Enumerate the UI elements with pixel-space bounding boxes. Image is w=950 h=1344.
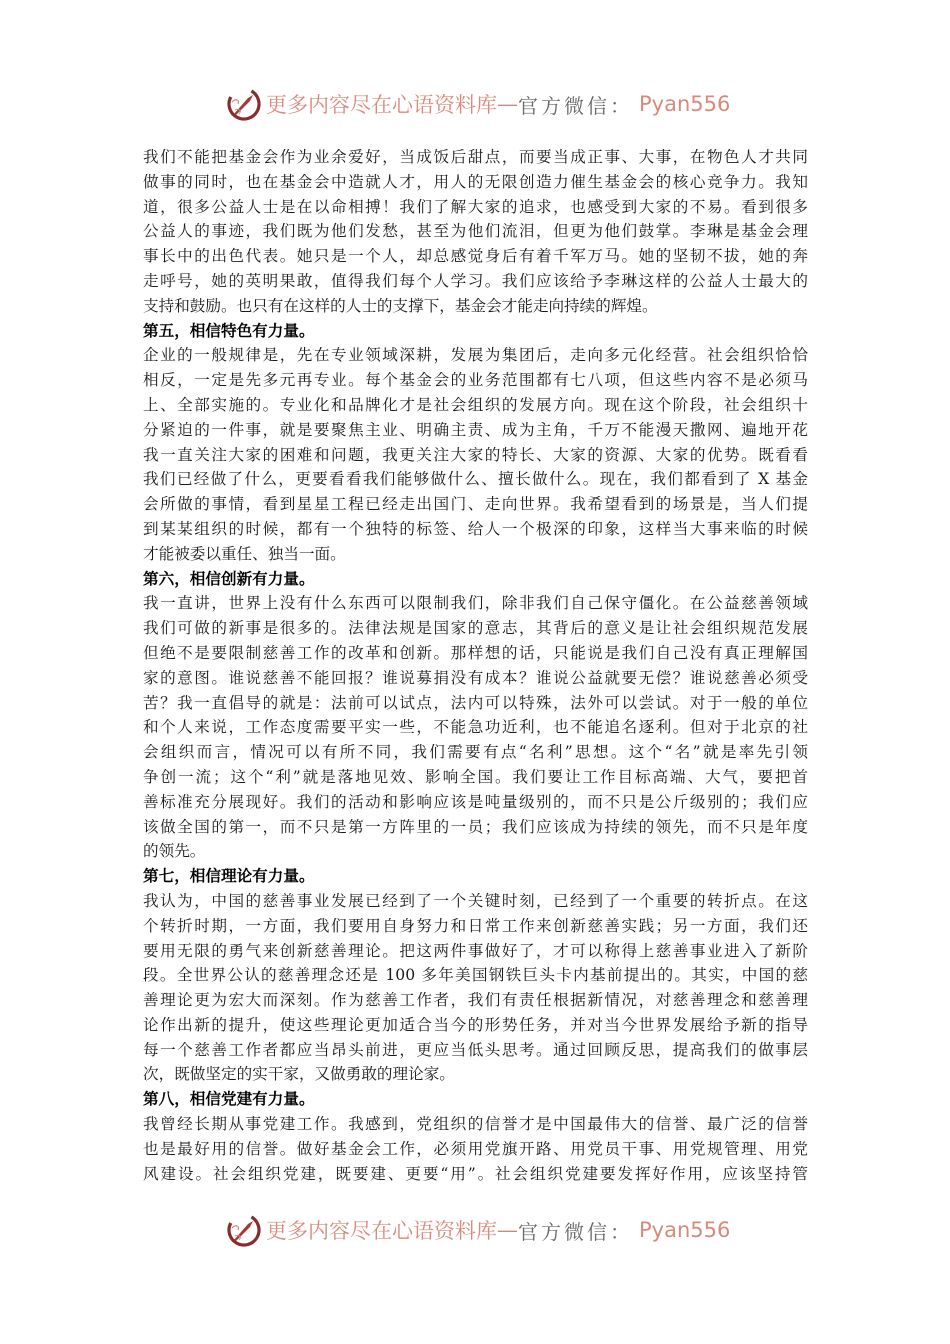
text-line: 才能被委以重任、独当一面。 <box>143 544 346 563</box>
section-heading: 第七，相信理论有力量。 <box>143 866 315 886</box>
banner-wechat-id: Pyan556 <box>639 92 731 116</box>
text-line: 做事的同时，也在基金会中造就人才，用人的无限创造力催生基金会的核心竞争力。我知 <box>143 172 808 191</box>
banner-official-label: 官方微信： <box>518 93 633 118</box>
text-line: 相反，一定是先多元再专业。每个基金会的业务范围都有七八项，但这些内容不是必须马 <box>143 371 808 390</box>
text-line: 家的意图。谁说慈善不能回报？谁说募捐没有成本？谁说公益就要无偿？谁说慈善必须受 <box>143 668 808 687</box>
text-line: 段。全世界公认的慈善理念还是 100 多年美国钢铁巨头卡内基前提出的。其实，中国的慈 <box>143 966 808 985</box>
text-line: 善理论更为宏大而深刻。作为慈善工作者，我们有责任根据新情况，对慈善理念和慈善理 <box>143 991 808 1010</box>
text-line: 公益人的事迹，我们既为他们发愁，甚至为他们流泪，但更为他们鼓掌。李琳是基金会理 <box>143 222 808 241</box>
paragraph <box>143 889 808 1087</box>
text-line: 次，既做坚定的实干家，又做勇敢的理论家。 <box>143 1065 455 1084</box>
text-line: 道，很多公益人士是在以命相搏！我们了解大家的追求，也感受到大家的不易。看到很多 <box>143 197 808 216</box>
section-heading: 第八，相信党建有力量。 <box>143 1089 315 1109</box>
footer-banner <box>226 1210 731 1250</box>
document-body <box>143 145 808 1186</box>
section-heading: 第五，相信特色有力量。 <box>143 320 315 340</box>
banner-slogan: 更多内容尽在心语资料库 <box>266 93 497 117</box>
text-line: 企业的一般规律是，先在专业领域深耕，发展为集团后，走向多元化经营。社会组织恰恰 <box>143 346 808 365</box>
text-line: 会组织而言，情况可以有所不同，我们需要有点“名利”思想。这个“名”就是率先引领 <box>143 743 808 762</box>
text-line: 我们不能把基金会作为业余爱好，当成饭后甜点，而要当成正事、大事，在物色人才共同 <box>143 148 808 166</box>
text-line: 个转折时期，一方面，我们要用自身努力和日常工作来创新慈善实践；另一方面，我们还 <box>143 916 808 935</box>
paragraph <box>143 145 808 319</box>
text-line: 要用无限的勇气来创新慈善理论。把这两件事做好了，才可以称得上慈善事业进入了新阶 <box>143 941 808 960</box>
text-line: 和个人来说，工作态度需要平实一些，不能急功近利，也不能追名逐利。但对于北京的社 <box>143 718 808 737</box>
text-line: 上、全部实施的。专业化和品牌化才是社会组织的发展方向。现在这个阶段，社会组织十 <box>143 395 808 414</box>
text-line: 的领先。 <box>143 842 206 861</box>
text-line: 每一个慈善工作者都应当昂头前进，更应当低头思考。通过回顾反思，提高我们的做事层 <box>143 1040 808 1059</box>
text-line: 但绝不是要限制慈善工作的改革和创新。那样想的话，只能说是我们自己没有真正理解国 <box>143 643 808 662</box>
paragraph <box>143 591 808 864</box>
text-line: 论作出新的提升，使这些理论更加适合当今的形势任务，并对当今世界发展给予新的指导 <box>143 1015 808 1034</box>
text-line: 我认为，中国的慈善事业发展已经到了一个关键时刻，已经到了一个重要的转折点。在这 <box>143 891 808 910</box>
banner-wechat-id: Pyan556 <box>639 1218 731 1242</box>
text-line: 事长中的出色代表。她只是一个人，却总感觉身后有着千军万马。她的坚韧不拔，她的奔 <box>143 247 808 266</box>
text-line: 到某某组织的时候，都有一个独特的标签、给人一个极深的印象，这样当大事来临的时候 <box>143 519 808 538</box>
text-line: 我一直讲，世界上没有什么东西可以限制我们，除非我们自己保守僵化。在公益慈善领域 <box>143 594 808 613</box>
text-line: 也是最好用的信誉。做好基金会工作，必须用党旗开路、用党员干事、用党规管理、用党 <box>143 1139 808 1158</box>
text-line: 我们已经做了什么，更要看看我们能够做什么、擅长做什么。现在，我们都看到了 X 基金 <box>143 470 808 489</box>
text-line: 争创一流；这个“利”就是落地见效、影响全国。我们要让工作目标高端、大气，要把首 <box>143 767 808 786</box>
section-heading: 第六，相信创新有力量。 <box>143 568 315 588</box>
text-line: 支持和鼓励。也只有在这样的人士的支撑下，基金会才能走向持续的辉煌。 <box>143 296 658 315</box>
text-line: 苦？我一直倡导的就是：法前可以试点，法内可以特殊，法外可以尝试。对于一般的单位 <box>143 693 808 712</box>
quill-pen-logo-icon <box>226 1212 262 1248</box>
text-line: 走呼号，她的英明果敢，值得我们每个人学习。我们应该给予李琳这样的公益人士最大的 <box>143 271 808 290</box>
paragraph <box>143 343 808 566</box>
text-line: 我一直关注大家的困难和问题，我更关注大家的特长、大家的资源、大家的优势。既看看 <box>143 445 808 464</box>
text-line: 善标准充分展现好。我们的活动和影响应该是吨量级别的，而不只是公斤级别的；我们应 <box>143 792 808 811</box>
text-line: 风建设。社会组织党建，既要建、更要“用”。社会组织党建要发挥好作用，应该坚持管 <box>143 1164 808 1183</box>
quill-pen-logo-icon <box>226 86 262 122</box>
text-line: 我曾经长期从事党建工作。我感到，党组织的信誉才是中国最伟大的信誉、最广泛的信誉 <box>143 1115 808 1134</box>
header-banner <box>226 84 731 124</box>
text-line: 会所做的事情，看到星星工程已经走出国门、走向世界。我希望看到的场景是，当人们提 <box>143 495 808 514</box>
text-line: 该做全国的第一，而不只是第一方阵里的一员；我们应该成为持续的领先，而不只是年度 <box>143 817 808 836</box>
banner-dash: — <box>497 1218 518 1242</box>
text-line: 分紧迫的一件事，就是要聚焦主业、明确主责、成为主角，千万不能漫天撒网、遍地开花 <box>143 420 808 439</box>
banner-slogan: 更多内容尽在心语资料库 <box>266 1219 497 1243</box>
text-line: 我们可做的新事是很多的。法律法规是国家的意志，其背后的意义是让社会组织规范发展 <box>143 619 808 638</box>
paragraph <box>143 1112 808 1186</box>
banner-dash: — <box>497 92 518 116</box>
banner-official-label: 官方微信： <box>518 1219 633 1244</box>
